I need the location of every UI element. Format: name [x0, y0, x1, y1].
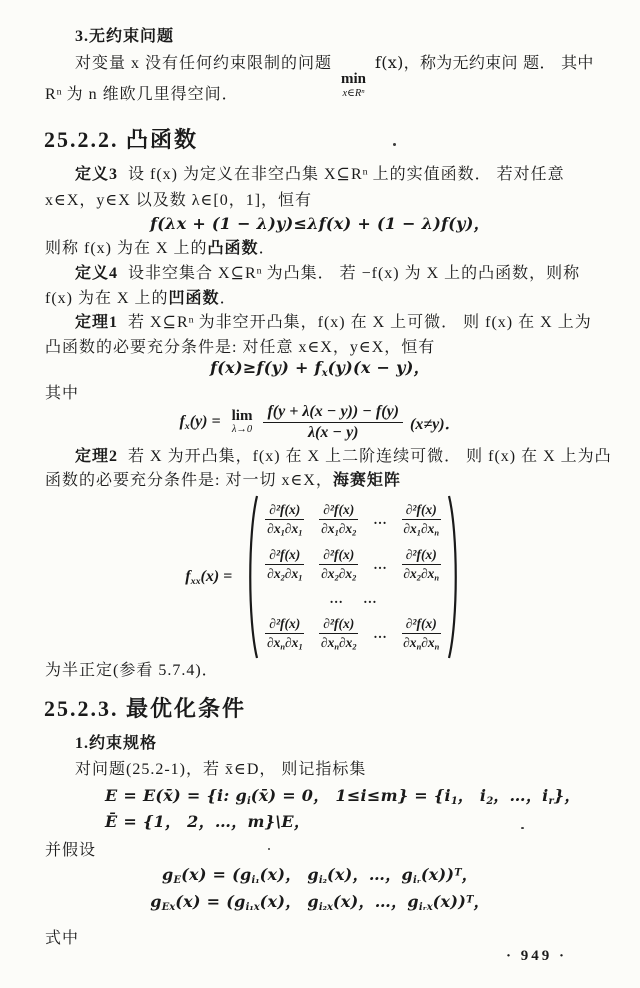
intro-line-2: $R^n$ 为 n 维欧几里得空间． [45, 86, 239, 103]
lim-operator [232, 409, 253, 436]
def4-line-1 [75, 263, 580, 285]
thm2-line-1 [75, 446, 612, 468]
deriv-condition: (x≠y)． [410, 415, 461, 433]
def4-line-2 [45, 288, 237, 310]
scan-speck [521, 827, 524, 829]
matrix-cell: $\frac{\text{∂²f(x)}}{\partial x_n\partial x_1}$ [266, 616, 303, 652]
assume-label: 并假设 [45, 842, 97, 859]
directional-derivative-formula [0, 399, 640, 445]
def3-label: 定义3 [75, 166, 119, 183]
def3-text-1: 设 f(x) 为定义在非空凸集 $X⊆R^n$ 上的实值函数． 若对任意 [128, 166, 565, 183]
lim-op-subscript: λ→0 [231, 424, 253, 436]
def4-term-concave: 凹函数 [168, 290, 220, 307]
gE-vector-formula: $g_E(x) = (g_{i_1}(x)$， $g_{i_2}(x)$，…，$g_{iᵣ}(x))^T$， [162, 865, 478, 886]
matrix-cell: $\frac{\text{∂²f(x)}}{\partial x_n\partial x_n}$ [403, 616, 440, 652]
thm1-label: 定理1 [75, 314, 119, 331]
lim-op-label: lim [231, 407, 253, 424]
deriv-numerator: f(y + λ(x − y)) − f(y) [263, 403, 403, 423]
intro-line-1-post: f(x)，称为无约束问 题． 其中 [375, 53, 594, 72]
min-operator [341, 72, 366, 99]
index-set-E-bar-formula: Ē = {1， 2，…，m}\E， [105, 812, 311, 831]
scan-speck [268, 848, 270, 850]
deriv-lhs: $f_x(y)$ = [179, 412, 221, 432]
min-op-subscript: $x\in R^n$ [342, 87, 365, 99]
thm2-term-hessian: 海赛矩阵 [332, 472, 401, 489]
def4-label: 定义4 [75, 265, 119, 282]
among-which-label: 其中 [45, 385, 80, 402]
thm2-line-2 [45, 470, 401, 492]
def3-line-2: x∈X，y∈X 以及数 λ∈[0，1]，恒有 [45, 192, 313, 209]
matrix-cdots: … [373, 556, 387, 572]
thm1-line-1 [75, 312, 592, 334]
def4-text-2-post: ． [219, 290, 237, 307]
def4-text-1: 设非空集合 $X⊆R^n$ 为凸集． 若 −f(x) 为 X 上的凸函数，则称 [128, 265, 581, 282]
matrix-paren-left-icon [246, 493, 259, 661]
thm2-text-2-pre: 函数的必要充分条件是: 对一切 x∈X， [45, 472, 333, 489]
deriv-denominator: λ(x − y) [307, 423, 359, 441]
matrix-cell: $\frac{\text{∂²f(x)}}{\partial x_n\partial x_2}$ [320, 616, 357, 652]
deriv-fraction [263, 403, 403, 442]
def3-line-1 [75, 164, 565, 186]
section-heading-optimization: 25.2.3. 最优化条件 [44, 696, 247, 721]
thm1-line-2: 凸函数的必要充分条件是: 对任意 x∈X，y∈X，恒有 [45, 339, 436, 356]
semidefinite-note: 为半正定(参看 5.7.4)． [45, 662, 219, 679]
thm2-label: 定理2 [75, 448, 119, 465]
where-label: 式中 [45, 930, 80, 947]
page-number: · 949 · [506, 948, 568, 964]
scan-speck [393, 143, 396, 146]
def4-text-2-pre: f(x) 为在 X 上的 [45, 290, 169, 307]
index-set-E-formula: E = E(x̄) = {i: $g_i(x̄) = 0$， $1\le i\le m\} = \{i_1$， $i_2$，…，$i_r$}， [105, 786, 581, 807]
matrix-paren-right-icon [447, 493, 460, 661]
def3-line-3 [45, 238, 276, 260]
section-heading-convex: 25.2.2. 凸函数 [44, 127, 199, 152]
thm2-text-1: 若 X 为开凸集，f(x) 在 X 上二阶连续可微． 则 f(x) 在 X 上为凸 [128, 448, 612, 465]
matrix-cell: $\frac{\text{∂²f(x)}}{\partial x_2\partial x_n}$ [403, 546, 440, 583]
item-3-heading: 3.无约束问题 [75, 28, 175, 45]
def3-term-convex: 凸函数 [207, 240, 259, 257]
intro-line-1-pre: 对变量 x 没有任何约束限制的问题 [75, 55, 333, 72]
hessian-matrix-display [45, 493, 600, 661]
matrix-cell: $\frac{\text{∂²f(x)}}{\partial x_1\partial x_n}$ [403, 502, 440, 538]
matrix-cdots: … [373, 512, 387, 527]
constraint-qualification-heading: 1.约束规格 [75, 735, 158, 752]
hessian-matrix [265, 502, 440, 652]
gradient-inequality-formula: $f(x)\ge f(y) + f_x(y)(x - y)$， [210, 358, 430, 379]
gEx-vector-formula: $g_{Ex}(x) = (g_{i_1x}(x)$， $g_{i_2x}(x)$，…，$g_{iᵣx}(x))^T$， [150, 892, 490, 913]
matrix-cell: $\frac{\text{∂²f(x)}}{\partial x_2\partial x_2}$ [321, 546, 357, 583]
matrix-cell: $\frac{\text{∂²f(x)}}{\partial x_2\partial x_1}$ [267, 546, 303, 583]
matrix-cdots: … [373, 626, 387, 641]
convexity-inequality-formula: f(λx + (1 − λ)y)≤λf(x) + (1 − λ)f(y)， [150, 214, 490, 233]
min-op-label: min [341, 71, 367, 87]
hessian-lhs: $f_{xx}(x)$ = [185, 567, 233, 587]
def3-text-3-post: ． [258, 240, 276, 257]
matrix-cell: $\frac{\text{∂²f(x)}}{\partial x_1\partial x_2}$ [321, 502, 357, 538]
index-set-intro: 对问题(25.2-1)，若 x̄∈D， 则记指标集 [75, 761, 367, 778]
matrix-cell: $\frac{\text{∂²f(x)}}{\partial x_1\partial x_1}$ [267, 502, 303, 538]
def3-text-3-pre: 则称 f(x) 为在 X 上的 [45, 240, 208, 257]
thm1-text-1: 若 $X⊆R^n$ 为非空开凸集，f(x) 在 X 上可微． 则 f(x) 在 X 上为 [128, 314, 592, 331]
matrix-vdots: … … [329, 591, 377, 607]
